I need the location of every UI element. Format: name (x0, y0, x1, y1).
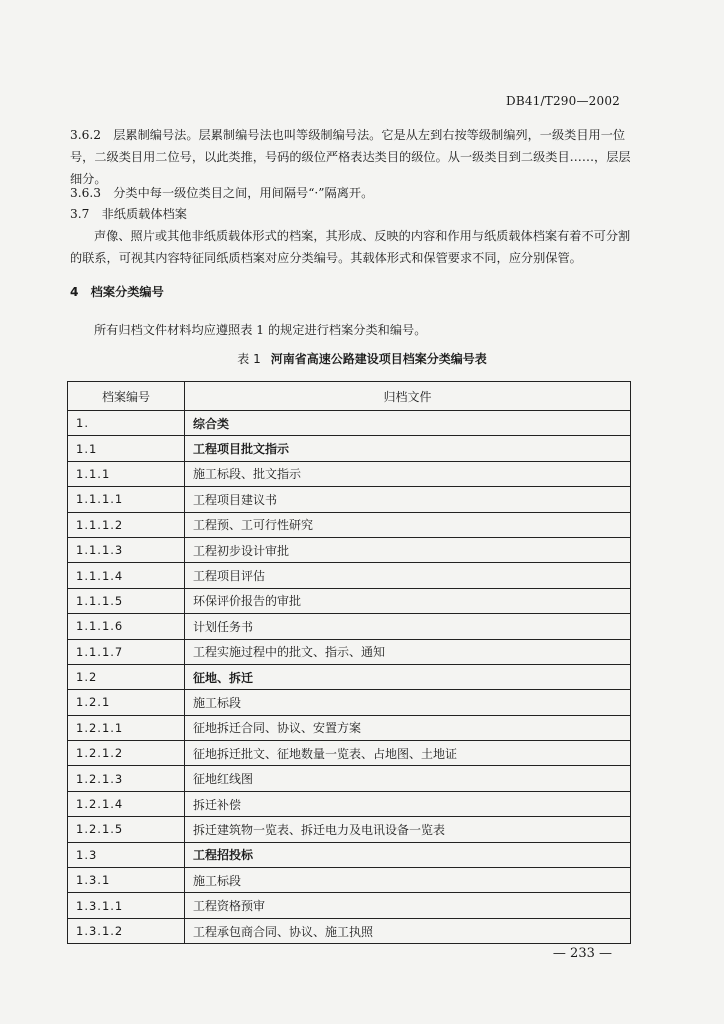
row-document: 工程资格预审 (185, 893, 631, 918)
table-row (68, 436, 631, 461)
table-row (68, 639, 631, 664)
row-document: 工程项目批文指示 (185, 436, 631, 461)
row-document: 工程承包商合同、协议、施工执照 (185, 918, 631, 943)
row-code: 1.2.1 (68, 690, 185, 715)
table-row (68, 690, 631, 715)
row-code: 1.2.1.5 (68, 817, 185, 842)
row-code: 1.2.1.3 (68, 766, 185, 791)
paragraph-3-6-3: 3.6.3 分类中每一级位类目之间，用间隔号“·”隔离开。 (70, 186, 374, 200)
table-header-row (68, 382, 631, 411)
table-caption-number: 表 1 (237, 352, 261, 366)
section-4-intro: 所有归档文件材料均应遵照表 1 的规定进行档案分类和编号。 (94, 323, 427, 337)
table-caption-text: 河南省高速公路建设项目档案分类编号表 (270, 352, 487, 366)
row-code: 1.1.1 (68, 461, 185, 486)
row-code: 1.1.1.4 (68, 563, 185, 588)
row-document: 工程实施过程中的批文、指示、通知 (185, 639, 631, 664)
row-document: 工程招投标 (185, 842, 631, 867)
row-code: 1.3 (68, 842, 185, 867)
row-document: 环保评价报告的审批 (185, 588, 631, 613)
row-code: 1.2.1.1 (68, 715, 185, 740)
row-code: 1.1.1.5 (68, 588, 185, 613)
paragraph-3-6-2: 3.6.2 层累制编号法。层累制编号法也叫等级制编号法。它是从左到右按等级制编列，一级类目用一位号，二级类目用二位号，以此类推，号码的级位严格表达类目的级位。从一级类目到二级类目……，层层细分。 (70, 128, 631, 186)
row-code: 1.1.1.6 (68, 614, 185, 639)
row-code: 1. (68, 411, 185, 436)
row-document: 综合类 (185, 411, 631, 436)
table-row (68, 411, 631, 436)
table-row (68, 664, 631, 689)
row-document: 征地拆迁合同、协议、安置方案 (185, 715, 631, 740)
table-row (68, 715, 631, 740)
row-document: 工程初步设计审批 (185, 537, 631, 562)
row-code: 1.1.1.2 (68, 512, 185, 537)
table-row (68, 537, 631, 562)
row-document: 计划任务书 (185, 614, 631, 639)
table-row (68, 868, 631, 893)
row-code: 1.2.1.4 (68, 791, 185, 816)
heading-4: 4 档案分类编号 (70, 285, 164, 299)
table-row (68, 487, 631, 512)
row-code: 1.3.1 (68, 868, 185, 893)
table-row (68, 588, 631, 613)
table-row (68, 766, 631, 791)
table-body (68, 411, 631, 944)
row-document: 拆迁补偿 (185, 791, 631, 816)
page-number: — 233 — (552, 946, 612, 961)
header-code: 档案编号 (68, 382, 185, 411)
table-row (68, 791, 631, 816)
table-row (68, 461, 631, 486)
row-document: 施工标段、批文指示 (185, 461, 631, 486)
row-code: 1.3.1.1 (68, 893, 185, 918)
table-caption (0, 350, 724, 367)
row-code: 1.1.1.3 (68, 537, 185, 562)
row-code: 1.1.1.7 (68, 639, 185, 664)
table-row (68, 512, 631, 537)
archive-classification-table (67, 381, 631, 944)
row-code: 1.1.1.1 (68, 487, 185, 512)
row-document: 施工标段 (185, 868, 631, 893)
row-document: 征地红线图 (185, 766, 631, 791)
table-row (68, 614, 631, 639)
row-document: 工程项目建议书 (185, 487, 631, 512)
table-row (68, 563, 631, 588)
row-document: 拆迁建筑物一览表、拆迁电力及电讯设备一览表 (185, 817, 631, 842)
row-document: 施工标段 (185, 690, 631, 715)
table-row (68, 893, 631, 918)
row-code: 1.2.1.2 (68, 741, 185, 766)
header-documents: 归档文件 (185, 382, 631, 411)
paragraph-3-7: 声像、照片或其他非纸质载体形式的档案，其形成、反映的内容和作用与纸质载体档案有着不可分割的联系，可视其内容特征同纸质档案对应分类编号。其载体形式和保管要求不同，应分别保管。 (70, 229, 631, 265)
table-row (68, 741, 631, 766)
row-document: 工程预、工可行性研究 (185, 512, 631, 537)
standard-code: DB41/T290—2002 (506, 94, 620, 108)
heading-3-7: 3.7 非纸质载体档案 (70, 207, 187, 221)
row-document: 征地拆迁批文、征地数量一览表、占地图、土地证 (185, 741, 631, 766)
table-row (68, 842, 631, 867)
row-document: 工程项目评估 (185, 563, 631, 588)
row-code: 1.2 (68, 664, 185, 689)
table-row (68, 817, 631, 842)
row-code: 1.3.1.2 (68, 918, 185, 943)
row-document: 征地、拆迁 (185, 664, 631, 689)
table-row (68, 918, 631, 943)
row-code: 1.1 (68, 436, 185, 461)
